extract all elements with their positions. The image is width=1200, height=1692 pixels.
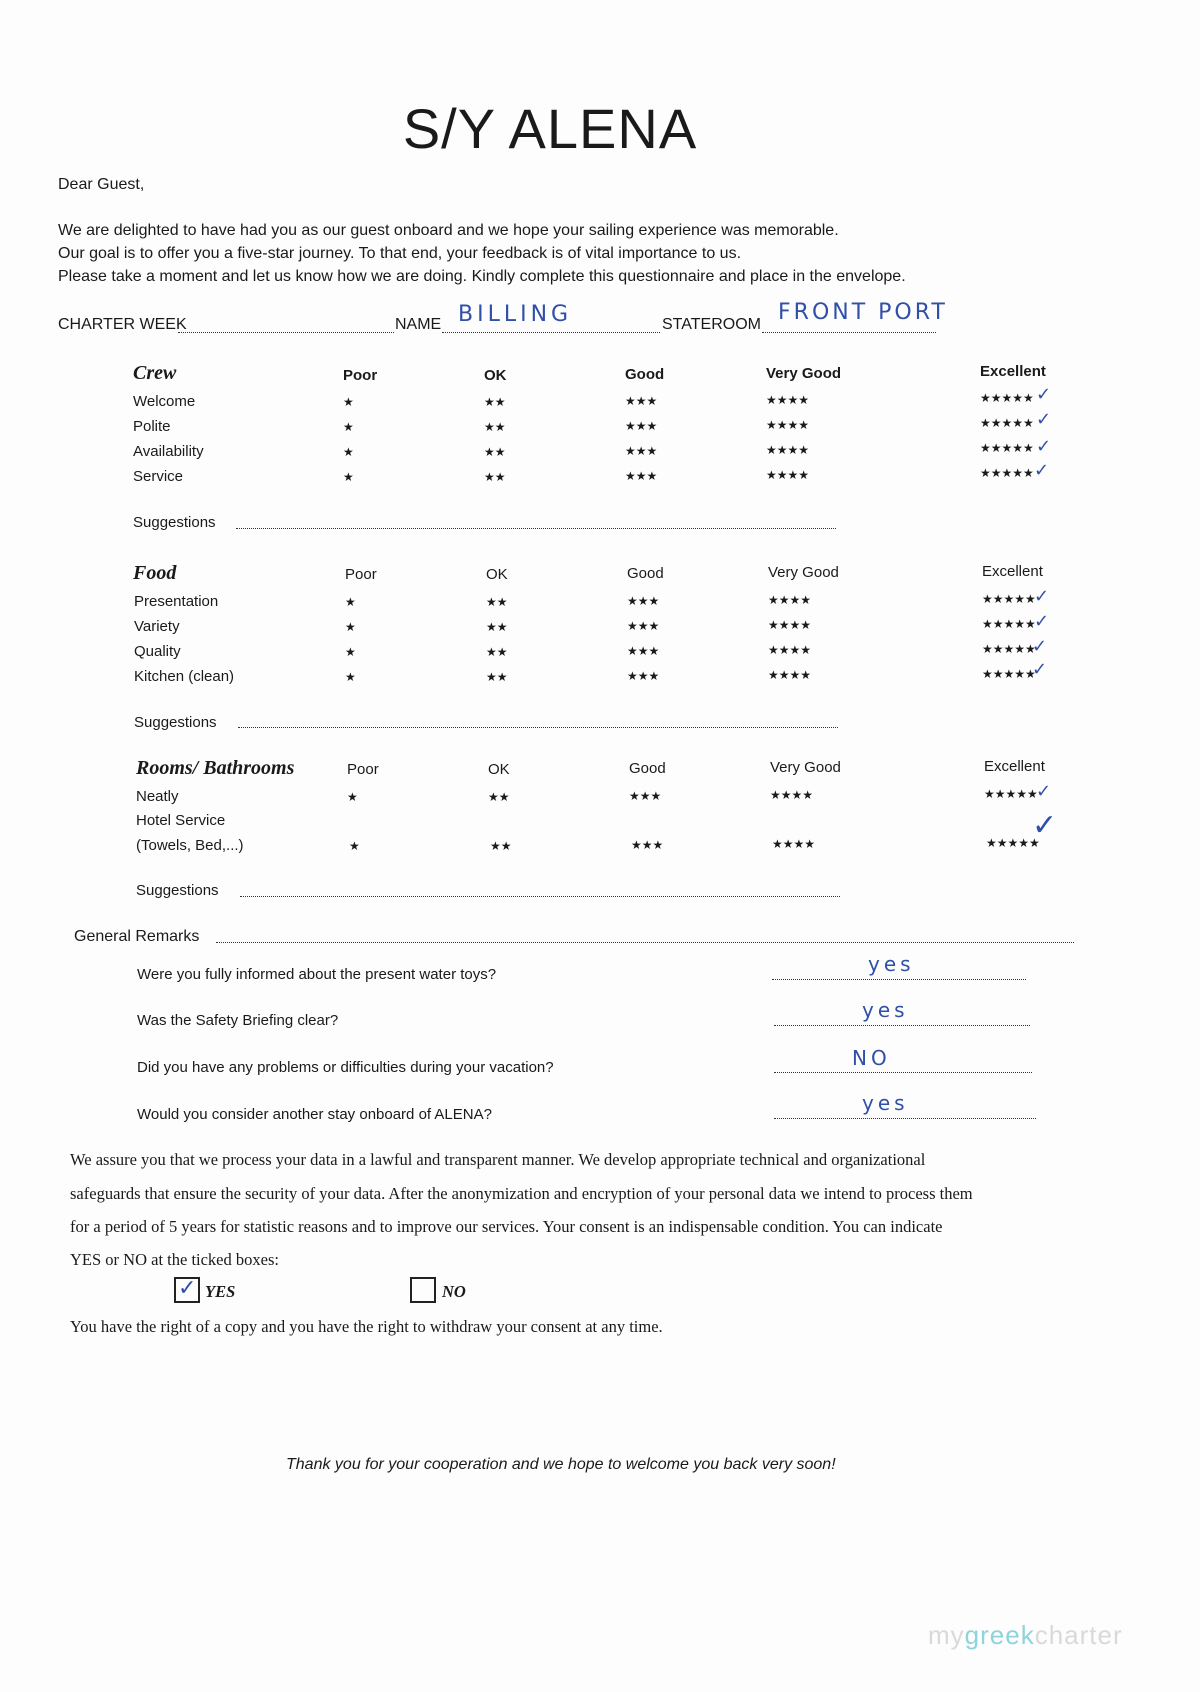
food-item-variety: Variety xyxy=(134,618,180,635)
privacy-line-2: safeguards that ensure the security of your data. After the anonymization and encryption of your personal data we intend to process them xyxy=(70,1184,973,1203)
header-excellent: Excellent xyxy=(982,563,1043,580)
answer-field-water-toys[interactable] xyxy=(772,979,1026,980)
star-option-very-good[interactable]: ★★★★ xyxy=(768,593,812,607)
answer-safety-briefing: yes xyxy=(862,998,909,1022)
star-option-ok[interactable]: ★★ xyxy=(486,645,508,659)
star-option-poor[interactable]: ★ xyxy=(345,620,356,634)
rooms-suggestions-label: Suggestions xyxy=(136,882,219,899)
star-option-poor[interactable]: ★ xyxy=(343,395,354,409)
answer-field-problems[interactable] xyxy=(774,1072,1032,1073)
star-option-poor[interactable]: ★ xyxy=(343,470,354,484)
star-option-excellent[interactable]: ★★★★★ xyxy=(980,391,1034,405)
intro-line-2: Our goal is to offer you a five-star journey. To that end, your feedback is of vital importance to us. xyxy=(58,245,742,262)
star-option-excellent[interactable]: ★★★★★ xyxy=(982,667,1036,681)
header-ok: OK xyxy=(486,566,508,583)
name-value: BILLING xyxy=(458,302,573,327)
charter-week-label: CHARTER WEEK xyxy=(58,316,187,333)
crew-item-polite: Polite xyxy=(133,418,171,435)
question-safety-briefing: Was the Safety Briefing clear? xyxy=(137,1012,339,1029)
star-option-good[interactable]: ★★★ xyxy=(627,619,660,633)
crew-suggestions-field[interactable] xyxy=(236,528,836,529)
star-option-poor[interactable]: ★ xyxy=(347,790,358,804)
star-option-excellent[interactable]: ★★★★★ xyxy=(984,787,1038,801)
answer-problems: NO xyxy=(852,1046,891,1070)
stateroom-value: FRONT PORT xyxy=(778,300,948,325)
star-option-ok[interactable]: ★★ xyxy=(488,790,510,804)
header-good: Good xyxy=(629,760,666,777)
star-option-excellent[interactable]: ★★★★★ xyxy=(982,592,1036,606)
check-mark-icon: ✓ xyxy=(1034,460,1050,480)
check-mark-icon: ✓ xyxy=(1036,384,1052,404)
privacy-line-1: We assure you that we process your data in a lawful and transparent manner. We develop appropriate technical and organizational xyxy=(70,1150,926,1169)
watermark-my: my xyxy=(928,1620,965,1650)
star-option-poor[interactable]: ★ xyxy=(343,420,354,434)
answer-another-stay: yes xyxy=(862,1091,909,1115)
star-option-ok[interactable]: ★★ xyxy=(486,620,508,634)
food-suggestions-label: Suggestions xyxy=(134,714,217,731)
crew-item-welcome: Welcome xyxy=(133,393,196,410)
general-remarks-field[interactable] xyxy=(216,942,1074,943)
header-very-good: Very Good xyxy=(768,564,839,581)
star-option-excellent[interactable]: ★★★★★ xyxy=(980,416,1034,430)
header-good: Good xyxy=(627,565,664,582)
header-ok: OK xyxy=(484,367,507,384)
crew-item-service: Service xyxy=(133,468,184,485)
rooms-suggestions-field[interactable] xyxy=(240,896,840,897)
intro-line-3: Please take a moment and let us know how we are doing. Kindly complete this questionnaire and place in the envelope. xyxy=(58,268,906,285)
star-option-very-good[interactable]: ★★★★ xyxy=(766,468,810,482)
question-problems: Did you have any problems or difficulties during your vacation? xyxy=(137,1059,554,1076)
star-option-ok[interactable]: ★★ xyxy=(484,420,506,434)
star-option-good[interactable]: ★★★ xyxy=(625,394,658,408)
consent-yes-label: YES xyxy=(205,1282,236,1301)
greeting: Dear Guest, xyxy=(58,176,145,193)
star-option-poor[interactable]: ★ xyxy=(345,645,356,659)
header-very-good: Very Good xyxy=(766,365,842,382)
check-mark-icon: ✓ xyxy=(1036,436,1052,456)
star-option-excellent[interactable]: ★★★★★ xyxy=(982,642,1036,656)
watermark-charter: charter xyxy=(1034,1620,1123,1650)
header-good: Good xyxy=(625,366,665,383)
thank-you-text: Thank you for your cooperation and we hope to welcome you back very soon! xyxy=(286,1456,836,1473)
question-another-stay: Would you consider another stay onboard of ALENA? xyxy=(137,1106,492,1123)
food-suggestions-field[interactable] xyxy=(238,727,838,728)
privacy-line-3: for a period of 5 years for statistic reasons and to improve our services. Your consent is an indispensable condition. You can indicate xyxy=(70,1217,943,1236)
star-option-ok[interactable]: ★★ xyxy=(484,395,506,409)
star-option-excellent[interactable]: ★★★★★ xyxy=(982,617,1036,631)
star-option-very-good[interactable]: ★★★★ xyxy=(766,443,810,457)
header-very-good: Very Good xyxy=(770,759,841,776)
star-option-excellent[interactable]: ★★★★★ xyxy=(980,466,1034,480)
crew-suggestions-label: Suggestions xyxy=(133,514,216,531)
star-option-good[interactable]: ★★★ xyxy=(631,838,664,852)
star-option-good[interactable]: ★★★ xyxy=(629,789,662,803)
star-option-good[interactable]: ★★★ xyxy=(627,669,660,683)
check-mark-icon: ✓ xyxy=(1036,781,1052,801)
star-option-very-good[interactable]: ★★★★ xyxy=(768,618,812,632)
rooms-item-neatly: Neatly xyxy=(136,788,179,805)
food-item-kitchen: Kitchen (clean) xyxy=(134,668,235,685)
answer-field-another-stay[interactable] xyxy=(774,1118,1036,1119)
star-option-very-good[interactable]: ★★★★ xyxy=(766,418,810,432)
check-mark-icon: ✓ xyxy=(1036,409,1052,429)
star-option-very-good[interactable]: ★★★★ xyxy=(772,837,816,851)
star-option-very-good[interactable]: ★★★★ xyxy=(770,788,814,802)
answer-field-safety-briefing[interactable] xyxy=(774,1025,1030,1026)
food-item-presentation: Presentation xyxy=(134,593,219,610)
check-mark-icon: ✓ xyxy=(1032,636,1048,656)
general-remarks-label: General Remarks xyxy=(74,928,200,945)
star-option-ok[interactable]: ★★ xyxy=(484,470,506,484)
star-option-very-good[interactable]: ★★★★ xyxy=(768,643,812,657)
rooms-item-hotel-service: Hotel Service xyxy=(136,812,226,829)
consent-no-checkbox[interactable] xyxy=(410,1277,436,1303)
watermark-logo xyxy=(928,1620,1123,1651)
check-mark-icon: ✓ xyxy=(1032,809,1058,842)
rooms-item-towels-bed: (Towels, Bed,...) xyxy=(136,837,244,854)
star-option-good[interactable]: ★★★ xyxy=(625,469,658,483)
intro-line-1: We are delighted to have had you as our guest onboard and we hope your sailing experience was memorable. xyxy=(58,222,839,239)
header-poor: Poor xyxy=(343,367,378,384)
star-option-good[interactable]: ★★★ xyxy=(627,594,660,608)
star-option-poor[interactable]: ★ xyxy=(345,595,356,609)
check-mark-icon: ✓ xyxy=(1034,611,1050,631)
star-option-very-good[interactable]: ★★★★ xyxy=(766,393,810,407)
star-option-poor[interactable]: ★ xyxy=(343,445,354,459)
consent-no-label: NO xyxy=(442,1282,466,1301)
star-option-ok[interactable]: ★★ xyxy=(490,839,512,853)
header-poor: Poor xyxy=(347,761,379,778)
name-field[interactable] xyxy=(442,332,660,333)
rights-text: You have the right of a copy and you have the right to withdraw your consent at any time. xyxy=(70,1317,663,1336)
star-option-excellent[interactable]: ★★★★★ xyxy=(980,441,1034,455)
header-excellent: Excellent xyxy=(980,363,1046,380)
star-option-good[interactable]: ★★★ xyxy=(625,444,658,458)
header-poor: Poor xyxy=(345,566,377,583)
star-option-ok[interactable]: ★★ xyxy=(486,670,508,684)
star-option-good[interactable]: ★★★ xyxy=(625,419,658,433)
check-mark-icon: ✓ xyxy=(1034,586,1050,606)
food-title: Food xyxy=(133,562,177,584)
star-option-poor[interactable]: ★ xyxy=(345,670,356,684)
page-title: S/Y ALENA xyxy=(402,97,698,160)
privacy-line-4: YES or NO at the ticked boxes: xyxy=(70,1250,279,1269)
stateroom-label: STATEROOM xyxy=(662,316,761,333)
name-label: NAME xyxy=(395,316,442,333)
watermark-greek: greek xyxy=(964,1620,1035,1650)
star-option-ok[interactable]: ★★ xyxy=(484,445,506,459)
header-ok: OK xyxy=(488,761,510,778)
crew-title: Crew xyxy=(133,362,177,384)
food-item-quality: Quality xyxy=(134,643,181,660)
star-option-poor[interactable]: ★ xyxy=(349,839,360,853)
star-option-excellent[interactable]: ★★★★★ xyxy=(986,836,1040,850)
consent-yes-checkbox[interactable] xyxy=(174,1277,200,1303)
answer-water-toys: yes xyxy=(868,952,915,976)
star-option-ok[interactable]: ★★ xyxy=(486,595,508,609)
stateroom-field[interactable] xyxy=(762,332,936,333)
question-water-toys: Were you fully informed about the present water toys? xyxy=(137,966,497,983)
star-option-good[interactable]: ★★★ xyxy=(627,644,660,658)
star-option-very-good[interactable]: ★★★★ xyxy=(768,668,812,682)
rooms-title: Rooms/ Bathrooms xyxy=(136,757,295,779)
check-mark-icon: ✓ xyxy=(1032,659,1048,679)
crew-item-availability: Availability xyxy=(133,443,204,460)
check-mark-icon: ✓ xyxy=(178,1275,197,1300)
charter-week-field[interactable] xyxy=(178,332,394,333)
header-excellent: Excellent xyxy=(984,758,1045,775)
